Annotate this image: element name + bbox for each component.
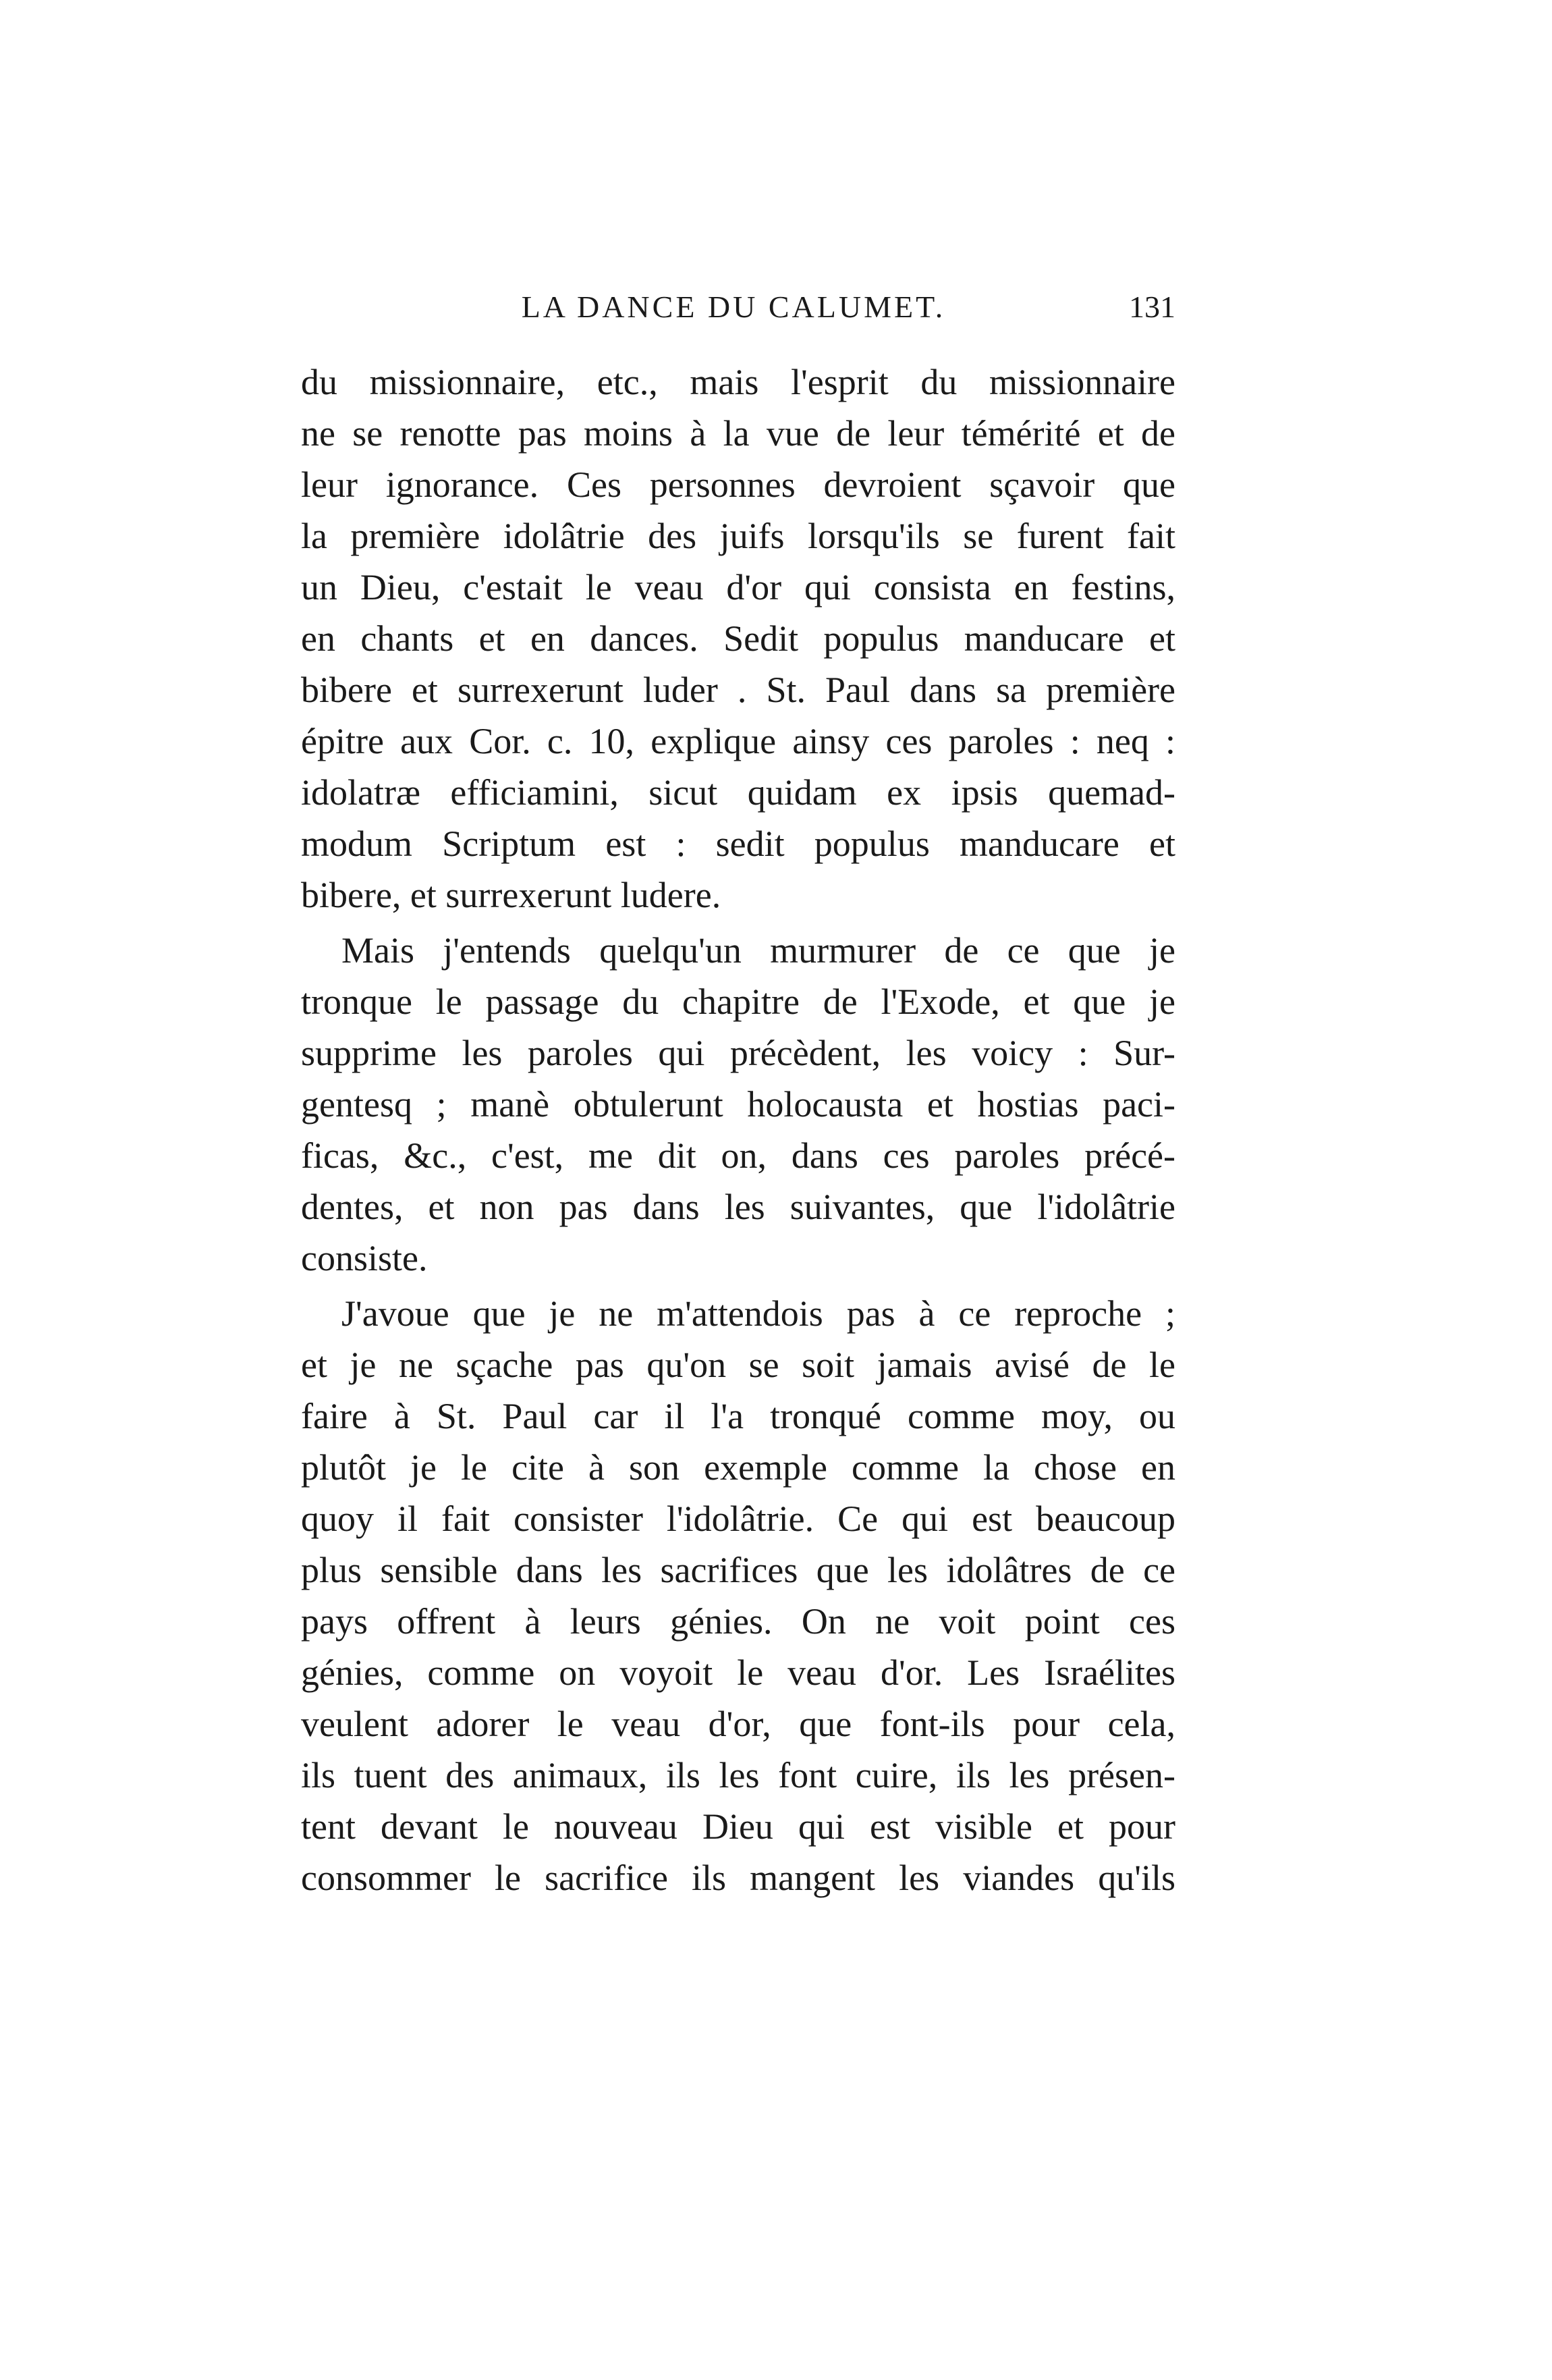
text-line: la première idolâtrie des juifs lorsqu'ils se furent fait xyxy=(301,516,1175,556)
text-line: pays offrent à leurs génies. On ne voit point ces xyxy=(301,1601,1175,1642)
text-line: un Dieu, c'estait le veau d'or qui consista en festins, xyxy=(301,567,1175,607)
page-header xyxy=(292,289,1175,336)
text-line: ils tuent des animaux, ils les font cuire, ils les présen- xyxy=(301,1755,1175,1795)
text-line: idolatræ efficiamini, sicut quidam ex ipsis quemad- xyxy=(301,772,1175,813)
text-line: faire à St. Paul car il l'a tronqué comme moy, ou xyxy=(301,1396,1175,1436)
text-line: ne se renotte pas moins à la vue de leur témérité et de xyxy=(301,413,1175,454)
paragraph-1 xyxy=(301,356,1175,921)
text-line: épitre aux Cor. c. 10, explique ainsy ces paroles : neq : xyxy=(301,721,1175,761)
text-line: consommer le sacrifice ils mangent les viandes qu'ils xyxy=(301,1858,1175,1898)
paragraph-3 xyxy=(301,1288,1175,1903)
body-text xyxy=(301,356,1175,1903)
text-line: bibere et surrexerunt luder . St. Paul dans sa première xyxy=(301,670,1175,710)
text-line: modum Scriptum est : sedit populus manducare et xyxy=(301,823,1175,864)
text-line: en chants et en dances. Sedit populus manducare et xyxy=(301,618,1175,659)
text-line: consiste. xyxy=(301,1238,428,1278)
text-line: leur ignorance. Ces personnes devroient sçavoir que xyxy=(301,464,1175,505)
paragraph-2 xyxy=(301,925,1175,1284)
text-line: supprime les paroles qui précèdent, les voicy : Sur- xyxy=(301,1033,1175,1073)
text-line: tronque le passage du chapitre de l'Exode, et que je xyxy=(301,981,1175,1022)
text-line: du missionnaire, etc., mais l'esprit du missionnaire xyxy=(301,362,1175,402)
text-line: génies, comme on voyoit le veau d'or. Les Israélites xyxy=(301,1652,1175,1693)
text-line: Mais j'entends quelqu'un murmurer de ce que je xyxy=(341,930,1175,971)
text-line: quoy il fait consister l'idolâtrie. Ce qui est beaucoup xyxy=(301,1498,1175,1539)
text-line: gentesq ; manè obtulerunt holocausta et hostias paci- xyxy=(301,1084,1175,1125)
text-line: plus sensible dans les sacrifices que les idolâtres de ce xyxy=(301,1550,1175,1590)
text-line: et je ne sçache pas qu'on se soit jamais avisé de le xyxy=(301,1345,1175,1385)
text-line: ficas, &c., c'est, me dit on, dans ces paroles précé- xyxy=(301,1135,1175,1176)
text-line: bibere, et surrexerunt ludere. xyxy=(301,875,721,915)
running-head: LA DANCE DU CALUMET. xyxy=(521,290,946,324)
text-line: tent devant le nouveau Dieu qui est visible et pour xyxy=(301,1806,1175,1847)
text-line: J'avoue que je ne m'attendois pas à ce reproche ; xyxy=(341,1293,1175,1334)
text-line: veulent adorer le veau d'or, que font-ils pour cela, xyxy=(301,1704,1175,1744)
text-line: dentes, et non pas dans les suivantes, que l'idolâtrie xyxy=(301,1187,1175,1227)
text-line: plutôt je le cite à son exemple comme la chose en xyxy=(301,1447,1175,1488)
page-number: 131 xyxy=(1129,290,1175,324)
